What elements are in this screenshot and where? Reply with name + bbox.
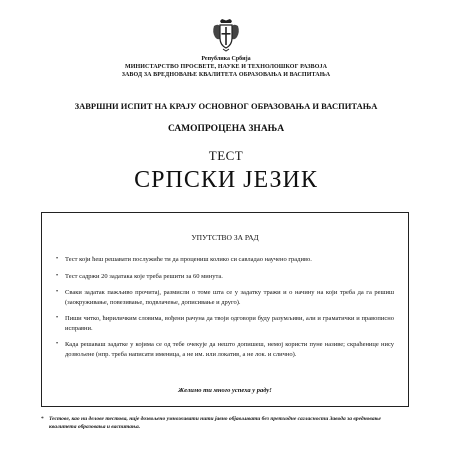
copyright-footnote — [41, 415, 409, 431]
bullet-icon: • — [56, 256, 59, 262]
instruction-text: Сваки задатак пажљиво прочитај, размисли о томе шта се у задатку тражи и о начину на који треба да га решиш (заокруживање, повезивање, подвлачење, дописивање и друго). — [65, 289, 394, 306]
instruction-text: Тест који ћеш решавати послужиће ти да процениш колико си савладао научено градиво. — [65, 256, 312, 263]
ministry-name: МИНИСТАРСТВО ПРОСВЕТЕ, НАУКЕ И ТЕХНОЛОШКОГ РАЗВОЈА — [124, 64, 328, 70]
exam-title: ЗАВРШНИ ИСПИТ НА КРАЈУ ОСНОВНОГ ОБРАЗОВАЊА И ВАСПИТАЊА — [74, 101, 378, 111]
instructions-box — [41, 212, 409, 407]
instruction-item — [56, 272, 394, 282]
country-name: Република Србија — [201, 56, 251, 62]
footnote-text: Тестове, као ни делове тестова, није дозвољено умножавати нити јавно објављивати без претходне сагласности Завода за вредновање квалитета образовања и васпитања. — [49, 416, 381, 430]
institute-name: ЗАВОД ЗА ВРЕДНОВАЊЕ КВАЛИТЕТА ОБРАЗОВАЊА И ВАСПИТАЊА — [121, 72, 331, 78]
instructions-list — [56, 255, 394, 366]
instruction-item — [56, 314, 394, 333]
coat-of-arms-icon — [212, 18, 240, 52]
instruction-item — [56, 288, 394, 307]
instruction-item — [56, 340, 394, 359]
closing-wish: Желимо ти много успеха у раду! — [178, 387, 272, 394]
bullet-icon: • — [56, 341, 59, 347]
self-evaluation-heading: САМОПРОЦЕНА ЗНАЊА — [167, 124, 285, 134]
footnote-marker: * — [41, 416, 44, 422]
subject-title: СРПСКИ ЈЕЗИК — [134, 167, 318, 193]
instruction-text: Тест садржи 20 задатака које треба решити за 60 минута. — [65, 272, 223, 280]
test-label: ТЕСТ — [208, 148, 244, 163]
bullet-icon: • — [56, 272, 59, 279]
instruction-text: Када решаваш задатке у којима се од тебе очекује да нешто допишеш, немој користи пуне називе; скраћенице нису дозвољене (нпр. треба написати именица, а не им. или локатив, а не лок. и слично). — [65, 341, 394, 358]
bullet-icon: • — [56, 289, 59, 295]
instruction-item — [56, 255, 394, 265]
instructions-title: УПУТСТВО ЗА РАД — [191, 233, 259, 242]
instruction-text: Пиши читко, ћириличким словима, вођени рачуна да твоји одговори буду разумљиви, али и граматички и правописно исправни. — [65, 315, 394, 332]
bullet-icon: • — [56, 315, 59, 321]
